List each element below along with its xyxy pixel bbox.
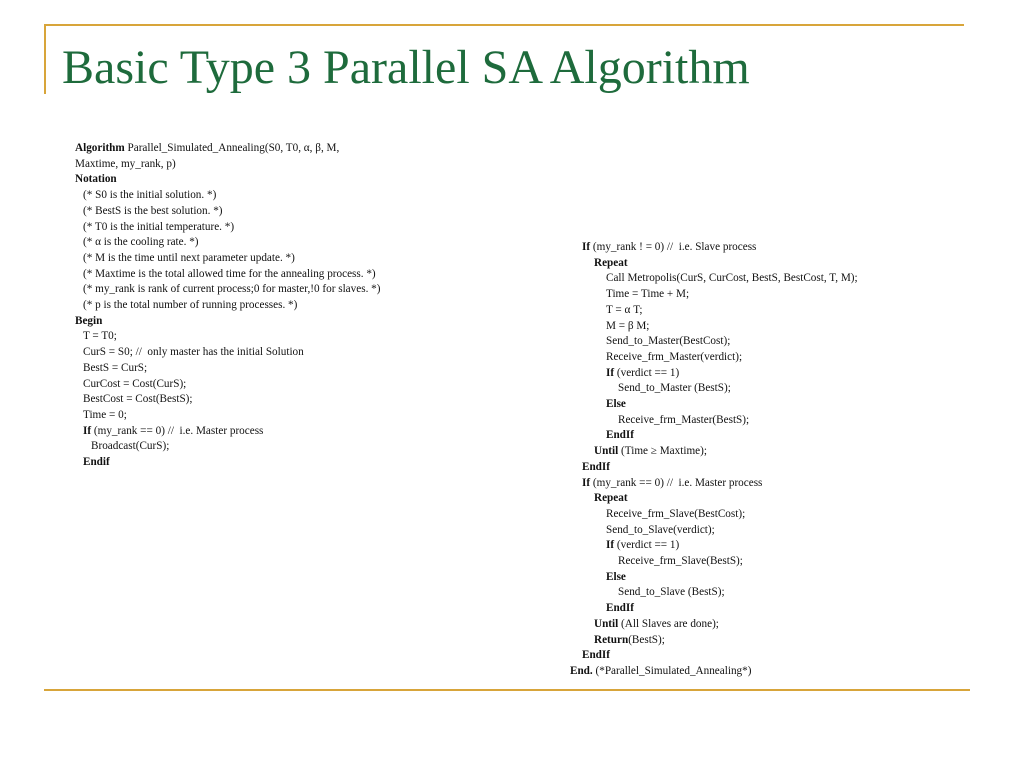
code-keyword: Notation (75, 173, 117, 186)
code-text: Send_to_Master(BestCost); (606, 335, 731, 348)
code-line (75, 424, 380, 440)
code-text: T = α T; (606, 303, 643, 316)
algorithm-right-column (570, 240, 858, 680)
code-text: (verdict == 1) (614, 539, 680, 552)
code-line (75, 361, 380, 377)
code-line (75, 314, 380, 330)
code-line (582, 256, 858, 272)
code-text: (* BestS is the best solution. *) (83, 204, 223, 217)
code-text: Parallel_Simulated_Annealing(S0, T0, α, β, M, (124, 142, 340, 154)
code-line (582, 507, 858, 523)
code-line (582, 240, 858, 256)
code-text: M = β M; (606, 319, 650, 332)
code-line (75, 251, 380, 267)
code-keyword: If (606, 366, 615, 379)
code-line (582, 381, 858, 397)
code-text: (Time ≥ Maxtime); (618, 445, 707, 458)
code-line (582, 428, 858, 444)
code-text: (* my_rank is rank of current process;0 for master,!0 for slaves. *) (83, 283, 381, 296)
code-line (75, 188, 380, 204)
code-text: (All Slaves are done); (618, 617, 719, 630)
code-text: (verdict == 1) (614, 366, 680, 379)
code-line (582, 554, 858, 570)
code-line (75, 392, 380, 408)
slide-title: Basic Type 3 Parallel SA Algorithm (62, 41, 750, 94)
top-accent-rule (44, 24, 964, 26)
code-keyword: Repeat (594, 256, 628, 269)
code-line (75, 172, 380, 188)
code-line (582, 633, 858, 649)
code-line (75, 377, 380, 393)
code-line (582, 585, 858, 601)
code-keyword: If (606, 539, 615, 552)
code-line (582, 271, 858, 287)
code-line (582, 491, 858, 507)
code-keyword: Repeat (594, 492, 628, 505)
code-line (582, 397, 858, 413)
bottom-accent-rule (44, 689, 970, 691)
code-keyword: Begin (75, 314, 103, 327)
code-line (75, 235, 380, 251)
code-line (582, 319, 858, 335)
code-keyword: EndIf (606, 429, 634, 442)
code-text: Receive_frm_Slave(BestCost); (606, 507, 746, 520)
code-keyword: If (582, 476, 591, 489)
code-line (75, 141, 380, 157)
code-text: Send_to_Slave(verdict); (606, 523, 715, 536)
code-line (75, 157, 380, 173)
code-text: Time = Time + M; (606, 288, 690, 301)
code-keyword: Else (606, 570, 626, 583)
code-line (582, 476, 858, 492)
code-line (75, 345, 380, 361)
code-text: Maxtime, my_rank, p) (75, 157, 176, 170)
code-text: T = T0; (83, 330, 117, 343)
code-text: Send_to_Master (BestS); (618, 382, 731, 395)
code-text: (* M is the time until next parameter update. *) (83, 251, 295, 264)
code-text: Receive_frm_Master(BestS); (618, 413, 750, 426)
code-line (582, 413, 858, 429)
code-line (75, 298, 380, 314)
code-keyword: Until (594, 445, 619, 458)
code-keyword: EndIf (582, 649, 610, 662)
code-text: CurCost = Cost(CurS); (83, 377, 187, 390)
code-text: (* Maxtime is the total allowed time for the annealing process. *) (83, 267, 376, 280)
code-text: CurS = S0; // only master has the initial Solution (83, 346, 304, 359)
code-line (582, 648, 858, 664)
code-text: (*Parallel_Simulated_Annealing*) (592, 664, 752, 677)
code-line (582, 617, 858, 633)
code-line (582, 523, 858, 539)
code-line (570, 664, 858, 680)
code-text: Time = 0; (83, 408, 127, 421)
code-text: (my_rank ! = 0) // i.e. Slave process (590, 241, 757, 253)
code-line (582, 303, 858, 319)
code-text: (* S0 is the initial solution. *) (83, 189, 217, 202)
code-keyword: EndIf (582, 460, 610, 473)
code-line (75, 220, 380, 236)
code-text: Receive_frm_Slave(BestS); (618, 555, 743, 568)
code-text: BestS = CurS; (83, 361, 148, 374)
code-text: (* α is the cooling rate. *) (83, 236, 199, 249)
code-line (75, 282, 380, 298)
code-keyword: End. (570, 664, 593, 677)
code-text: (* p is the total number of running processes. *) (83, 299, 298, 312)
code-line (582, 444, 858, 460)
code-line (582, 570, 858, 586)
code-text: Send_to_Slave (BestS); (618, 586, 725, 599)
code-keyword: Return (594, 633, 629, 646)
code-line (75, 455, 380, 471)
code-line (75, 439, 380, 455)
code-line (582, 287, 858, 303)
code-keyword: Until (594, 617, 619, 630)
code-keyword: Endif (83, 456, 110, 469)
code-line (582, 366, 858, 382)
left-accent-rule (44, 24, 46, 94)
code-text: (* T0 is the initial temperature. *) (83, 220, 235, 233)
code-text: (BestS); (628, 633, 665, 646)
code-text: Receive_frm_Master(verdict); (606, 350, 743, 363)
code-keyword: Else (606, 398, 626, 411)
code-text: Call Metropolis(CurS, CurCost, BestS, BestCost, T, M); (606, 272, 858, 285)
code-keyword: EndIf (606, 602, 634, 615)
code-line (582, 350, 858, 366)
code-text: BestCost = Cost(BestS); (83, 393, 193, 406)
code-keyword: If (582, 241, 591, 253)
code-line (75, 204, 380, 220)
code-keyword: If (83, 424, 92, 437)
code-line (582, 460, 858, 476)
code-keyword: Algorithm (75, 142, 125, 154)
code-line (75, 267, 380, 283)
code-line (582, 601, 858, 617)
code-line (582, 538, 858, 554)
code-text: (my_rank == 0) // i.e. Master process (91, 424, 264, 437)
code-line (75, 329, 380, 345)
code-line (582, 334, 858, 350)
code-text: Broadcast(CurS); (91, 440, 170, 453)
algorithm-left-column (75, 141, 380, 471)
code-text: (my_rank == 0) // i.e. Master process (590, 476, 763, 489)
code-line (75, 408, 380, 424)
